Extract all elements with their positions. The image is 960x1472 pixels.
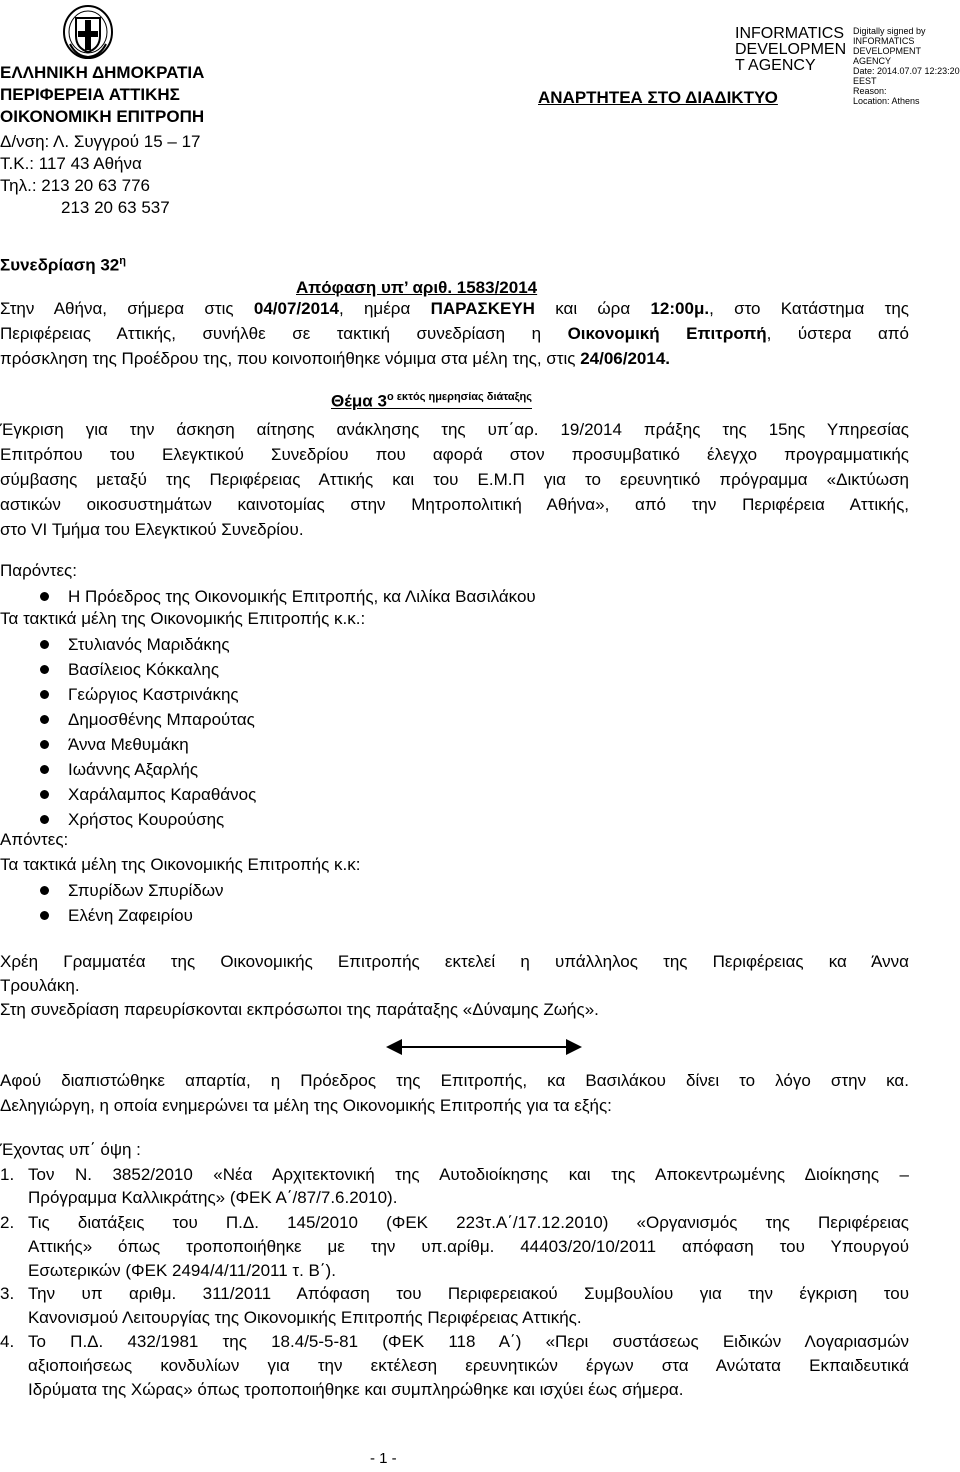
absent-members-label: Τα τακτικά μέλη της Οικονομικής Επιτροπής κ.κ: — [0, 855, 361, 874]
absent-members-list — [40, 878, 224, 928]
signature-reason: Reason: — [853, 86, 887, 96]
list-item: Χαράλαμπος Καραθάνος — [40, 782, 256, 807]
list-item: Βασίλειος Κόκκαλης — [40, 657, 256, 682]
item-4-line-3: Ιδρύματα της Χώρας» όπως τροποποιήθηκε και συμπληρώθηκε και ισχύει έως σήμερα. — [28, 1380, 684, 1399]
signer-name-line-3: T AGENCY — [735, 57, 816, 74]
page-number: - 1 - — [370, 1450, 397, 1467]
present-label: Παρόντες: — [0, 561, 77, 580]
item-number: 1. — [0, 1165, 15, 1184]
considering-label: Έχοντας υπ΄ όψη : — [0, 1140, 141, 1159]
session-label: Συνεδρίαση 32 — [0, 255, 120, 275]
present-members-list — [40, 632, 256, 832]
topic-text-line-2: Επιτρόπου του Ελεγκτικού Συνεδρίου που αφορά στον προσυμβατικό έλεγχο προγραμματικής — [0, 445, 909, 464]
secretary-line-2: Τρουλάκη. — [0, 976, 80, 995]
signature-date: Date: 2014.07.07 12:23:20 — [853, 66, 960, 76]
digital-signature-block — [853, 26, 960, 106]
list-item: Ιωάννης Αξαρλής — [40, 757, 256, 782]
attendees-line: Στη συνεδρίαση παρευρίσκονται εκπρόσωποι της παράταξης «Δύναμης Ζωής». — [0, 1000, 599, 1019]
decision-title: Απόφαση υπ’ αριθ. 1583/2014 — [296, 278, 538, 297]
list-item: Σπυρίδων Σπυρίδων — [40, 878, 224, 903]
topic-text-line-4: αστικών οικοσυστημάτων καινοτομίας στην Μητροπολιτική Αθήνα», από την Περιφέρεια Αττικής, — [0, 495, 909, 514]
double-arrow-icon — [386, 1036, 582, 1058]
item-4-line-2: αξιοποιήσεως κονδυλίων για την εκτέλεση ερευνητικών έργων στα Ανώτατα Εκπαιδευτικά — [28, 1356, 909, 1375]
quorum-line-1: Αφού διαπιστώθηκε απαρτία, η Πρόεδρος της Επιτροπής, κα Βασιλάκου δίνει το λόγο στην κα. — [0, 1071, 909, 1090]
item-number: 2. — [0, 1213, 15, 1232]
issuer-address: Δ/νση: Λ. Συγγρού 15 – 17 — [0, 132, 201, 151]
president-item: Η Πρόεδρος της Οικονομικής Επιτροπής, κα Λιλίκα Βασιλάκου — [40, 584, 536, 609]
issuer-phone-2: 213 20 63 537 — [61, 198, 170, 217]
item-2-line-2: Αττικής» όπως τροποποιήθηκε με την υπ.αρίθμ. 44403/20/10/2011 απόφαση του Υπουργού — [28, 1237, 909, 1256]
intro-line-2: Περιφέρειας Αττικής, συνήλθε σε τακτική συνεδρίαση η Οικονομική Επιτροπή, ύστερα από — [0, 324, 909, 343]
quorum-line-2: Δεληγιώργη, η οποία ενημερώνει τα μέλη της Οικονομικής Επιτροπής για τα εξής: — [0, 1096, 612, 1115]
signature-line-3: DEVELOPMENT AGENCY — [853, 46, 921, 66]
item-4-line-1: Το Π.Δ. 432/1981 της 18.4/5-5-81 (ΦΕΚ 118 Α΄) «Περι συστάσεως Ειδικών Λογαριασμών — [28, 1332, 909, 1351]
absent-label: Απόντες: — [0, 830, 69, 849]
signature-line-5: EEST — [853, 76, 877, 86]
item-1-line-1: Τον Ν. 3852/2010 «Νέα Αρχιτεκτονική της Αυτοδιοίκησης και της Αποκεντρωμένης Διοίκησης – — [28, 1165, 909, 1184]
list-item: Δημοσθένης Μπαρούτας — [40, 707, 256, 732]
intro-line-1: Στην Αθήνα, σήμερα στις 04/07/2014, ημέρα ΠΑΡΑΣΚΕΥΗ και ώρα 12:00μ., στο Κατάστημα της — [0, 299, 909, 318]
members-label: Τα τακτικά μέλη της Οικονομικής Επιτροπής κ.κ.: — [0, 609, 366, 628]
topic-text-line-5: στο VI Τμήμα του Ελεγκτικού Συνεδρίου. — [0, 520, 304, 539]
list-item: Γεώργιος Καστρινάκης — [40, 682, 256, 707]
issuer-line-3: ΟΙΚΟΝΟΜΙΚΗ ΕΠΙΤΡΟΠΗ — [0, 107, 205, 126]
signer-name-line-1: INFORMATICS — [735, 25, 845, 42]
item-3-line-1: Την υπ αριθμ. 311/2011 Απόφαση του Περιφερειακού Συμβουλίου για την έγκριση του — [28, 1284, 909, 1303]
topic-text-line-1: Έγκριση για την άσκηση αίτησης ανάκλησης της υπ΄αρ. 19/2014 πράξης της 15ης Υπηρεσίας — [0, 420, 909, 439]
signature-line-2: INFORMATICS — [853, 36, 915, 46]
list-item: Άννα Μεθυμάκη — [40, 732, 256, 757]
intro-line-3: πρόσκληση της Προέδρου της, που κοινοποιήθηκε νόμιμα στα μέλη της, στις 24/06/2014. — [0, 349, 671, 368]
issuer-phone-1: Τηλ.: 213 20 63 776 — [0, 176, 150, 195]
session-number — [0, 255, 126, 276]
issuer-line-2: ΠΕΡΙΦΕΡΕΙΑ ΑΤΤΙΚΗΣ — [0, 85, 180, 104]
hellenic-emblem-icon — [62, 4, 114, 60]
item-number: 4. — [0, 1332, 15, 1351]
item-2-line-3: Εσωτερικών (ΦΕΚ 2494/4/11/2011 τ. Β΄). — [28, 1261, 336, 1280]
issuer-line-1: ΕΛΛΗΝΙΚΗ ΔΗΜΟΚΡΑΤΙΑ — [0, 63, 205, 82]
item-1-line-2: Πρόγραμμα Καλλικράτης» (ΦΕΚ Α΄/87/7.6.2010). — [28, 1188, 398, 1207]
president-list — [40, 584, 536, 609]
topic-heading: Θέμα $3^{o \varepsilon\kappa\tau ό\varsigma \eta\mu\varepsilon\rho\eta\sigma ί\alpha\varsigma \delta\iota ά\tau\alpha\xi\eta\varsigma}$ — [331, 391, 532, 411]
issuer-postcode: Τ.Κ.: 117 43 Αθήνα — [0, 154, 142, 173]
list-item: Χρήστος Κουρούσης — [40, 807, 256, 832]
item-number: 3. — [0, 1284, 15, 1303]
item-3-line-2: Κανονισμού Λειτουργίας της Οικονομικής Επιτροπής Περιφέρειας Αττικής. — [28, 1308, 582, 1327]
publish-label: ΑΝΑΡΤΗΤΕΑ ΣΤΟ ΔΙΑΔΙΚΤΥΟ — [538, 88, 778, 107]
topic-text-line-3: σύμβασης μεταξύ της Περιφέρειας Αττικής και του Ε.Μ.Π για το ερευνητικό πρόγραμμα «Δικτύωση — [0, 470, 909, 489]
secretary-line-1: Χρέη Γραμματέα της Οικονομικής Επιτροπής εκτελεί η υπάλληλος της Περιφέρειας κα Άννα — [0, 952, 909, 971]
signer-name-line-2: DEVELOPMEN — [735, 41, 847, 58]
signer-name — [735, 26, 846, 74]
item-2-line-1: Τις διατάξεις του Π.Δ. 145/2010 (ΦΕΚ 223τ.Α΄/17.12.2010) «Οργανισμός της Περιφέρειας — [28, 1213, 909, 1232]
session-sup: η — [119, 255, 126, 267]
list-item: Στυλιανός Μαριδάκης — [40, 632, 256, 657]
signature-line-1: Digitally signed by — [853, 26, 926, 36]
list-item: Ελένη Ζαφειρίου — [40, 903, 224, 928]
signature-location: Location: Athens — [853, 96, 920, 106]
